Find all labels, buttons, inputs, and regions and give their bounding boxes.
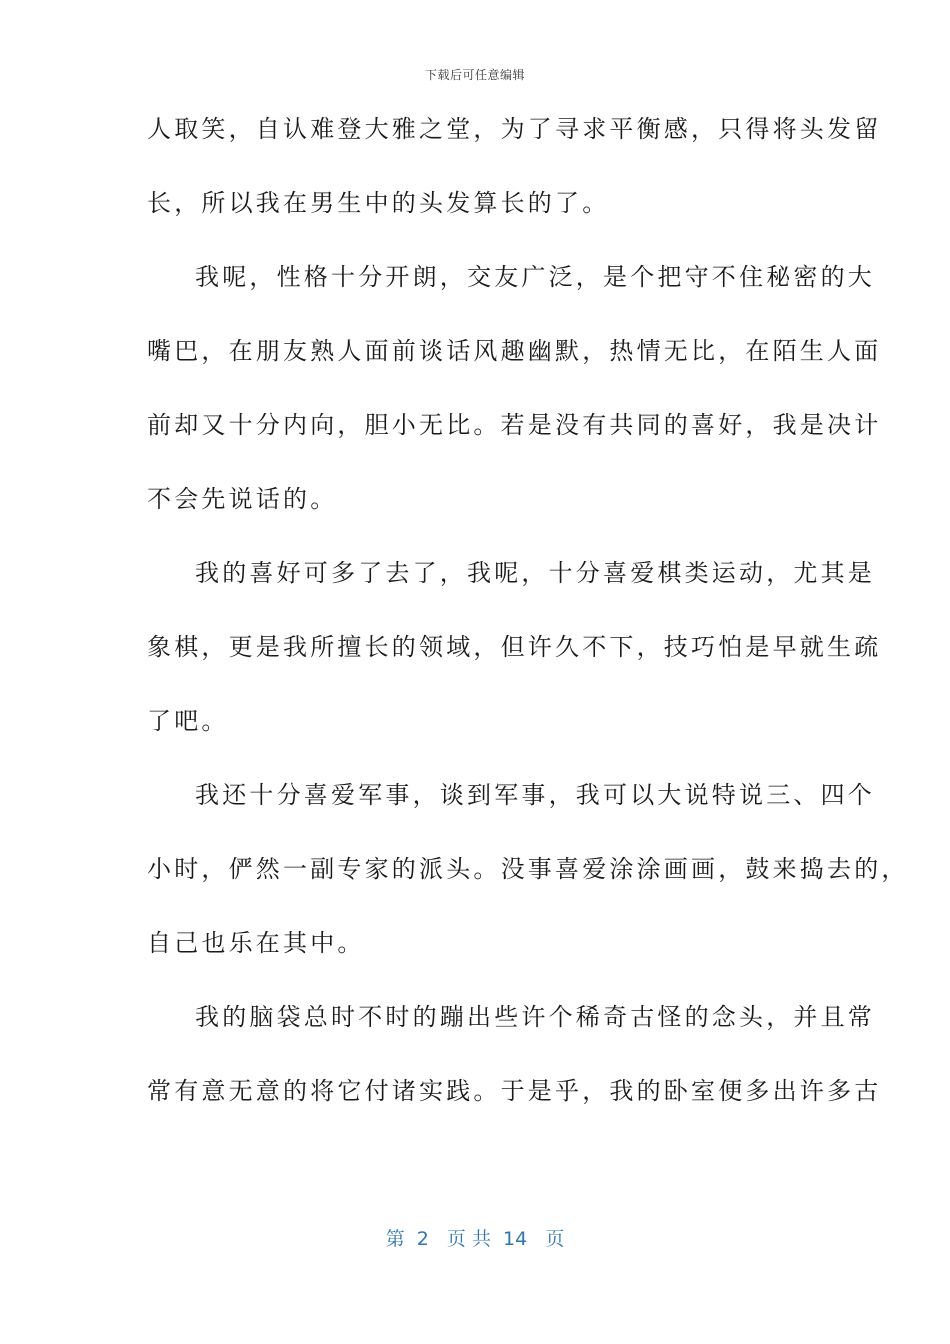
text-line: 长，所以我在男生中的头发算长的了。	[147, 189, 610, 217]
text-line: 不会先说话的。	[147, 485, 338, 513]
paragraph-start-line: 我呢，性格十分开朗，交友广泛，是个把守不住秘密的大	[195, 263, 875, 291]
text-line: 小时，俨然一副专家的派头。没事喜爱涂涂画画，鼓来捣去的，	[147, 855, 909, 883]
paragraph-start-line: 我还十分喜爱军事，谈到军事，我可以大说特说三、四个	[195, 781, 875, 809]
paragraph-start-line: 我的脑袋总时不时的蹦出些许个稀奇古怪的念头，并且常	[195, 1003, 875, 1031]
text-line: 嘴巴，在朋友熟人面前谈话风趣幽默，热情无比，在陌生人面	[147, 337, 882, 365]
text-line: 人取笑，自认难登大雅之堂，为了寻求平衡感，只得将头发留	[147, 115, 882, 143]
text-line: 常有意无意的将它付诸实践。于是乎，我的卧室便多出许多古	[147, 1077, 882, 1105]
text-line: 了吧。	[147, 707, 229, 735]
paragraph-start-line: 我的喜好可多了去了，我呢，十分喜爱棋类运动，尤其是	[195, 559, 875, 587]
text-line: 象棋，更是我所擅长的领域，但许久不下，技巧怕是早就生疏	[147, 633, 882, 661]
page-footer: 第 2 页 共 14 页	[385, 1228, 565, 1250]
text-line: 自己也乐在其中。	[147, 929, 365, 957]
page-header: 下载后可任意编辑	[424, 68, 525, 82]
text-line: 前却又十分内向，胆小无比。若是没有共同的喜好，我是决计	[147, 411, 882, 439]
